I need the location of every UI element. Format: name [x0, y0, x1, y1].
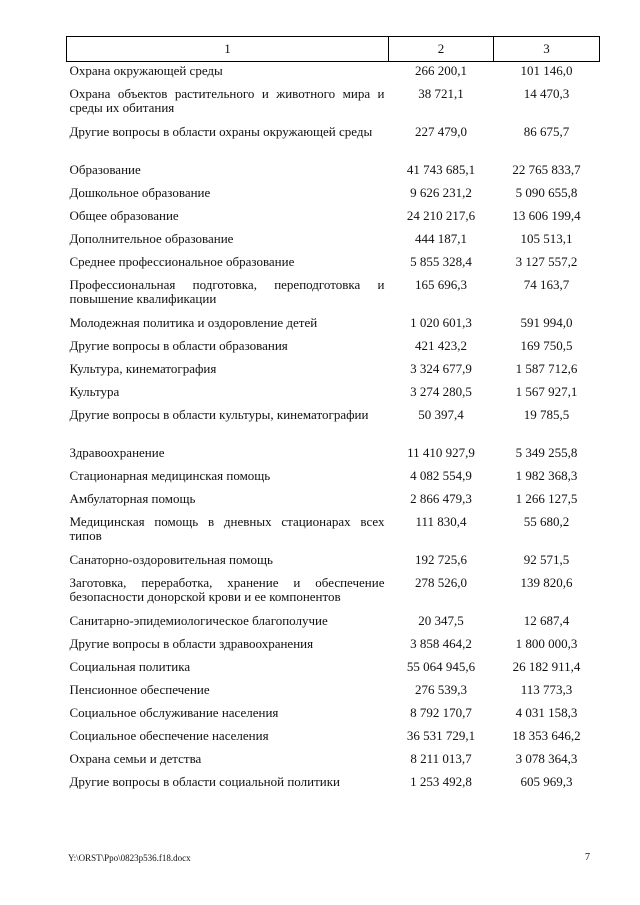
row-value-col3-cell: 3 127 557,2	[515, 254, 578, 269]
footer-file-path: Y:\ORST\Ppo\0823p536.f18.docx	[68, 853, 191, 863]
row-value-col2-cell: 8 211 013,7	[410, 751, 472, 766]
row-value-col2-cell: 38 721,1	[418, 86, 464, 101]
row-value-col3-cell: 1 266 127,5	[515, 491, 578, 506]
table-row	[67, 337, 600, 360]
row-value-col2-cell: 3 324 677,9	[410, 361, 472, 376]
row-value-col2-cell: 444 187,1	[415, 231, 467, 246]
table-row	[67, 635, 600, 658]
row-value-col2-cell: 50 397,4	[418, 407, 464, 422]
row-value-col3-cell: 26 182 911,4	[512, 659, 581, 674]
row-value-col3-cell: 1 587 712,6	[515, 361, 578, 376]
row-value-col3-cell: 101 146,0	[520, 63, 573, 78]
footer-page-number: 7	[585, 852, 590, 863]
table-row	[67, 406, 600, 444]
row-value-col3-cell: 92 571,5	[523, 552, 570, 567]
table-row	[67, 230, 600, 253]
row-name-cell: Культура, кинематография	[69, 361, 217, 376]
row-value-col2-cell: 421 423,2	[415, 338, 467, 353]
row-value-col3-cell: 1 800 000,3	[515, 636, 578, 651]
row-value-col2-cell: 227 479,0	[415, 124, 467, 139]
row-name-cell: Санитарно-эпидемиологическое благополучие	[69, 613, 328, 628]
table-row	[67, 253, 600, 276]
table-row	[67, 383, 600, 406]
row-value-col2-cell: 3 858 464,2	[410, 636, 472, 651]
row-name-cell: Дошкольное образование	[69, 185, 211, 200]
table-row	[67, 360, 600, 383]
row-value-col2-cell: 276 539,3	[415, 682, 467, 697]
row-value-col2-cell: 11 410 927,9	[407, 445, 475, 460]
row-value-col3-cell: 5 349 255,8	[515, 445, 578, 460]
row-value-col3-cell: 55 680,2	[523, 514, 570, 529]
table-row	[67, 551, 600, 574]
row-name-cell: Социальная политика	[69, 659, 191, 674]
row-name-cell: Молодежная политика и оздоровление детей	[69, 315, 318, 330]
row-value-col3-cell: 105 513,1	[520, 231, 573, 246]
row-name-cell: Общее образование	[69, 208, 179, 223]
row-value-col2-cell: 41 743 685,1	[406, 162, 476, 177]
row-name-cell: Пенсионное обеспечение	[69, 682, 210, 697]
row-value-col2-cell: 9 626 231,2	[410, 185, 472, 200]
table-row	[67, 184, 600, 207]
row-value-col2-cell: 4 082 554,9	[410, 468, 472, 483]
row-name-cell: Дополнительное образование	[69, 231, 234, 246]
row-value-col2-cell: 55 064 945,6	[406, 659, 476, 674]
table-header-row	[67, 37, 600, 62]
table-row	[67, 444, 600, 467]
table-row	[67, 314, 600, 337]
row-name-cell: Другие вопросы в области образования	[69, 338, 288, 353]
table-row	[67, 467, 600, 490]
table-row	[67, 123, 600, 161]
row-value-col2-cell: 3 274 280,5	[410, 384, 472, 399]
row-name-cell: Другие вопросы в области охраны окружающей среды	[69, 124, 373, 139]
row-name-cell: Охрана объектов растительного и животного мира и среды их обитания	[69, 86, 385, 115]
table-row	[67, 612, 600, 635]
row-value-col2-cell: 24 210 217,6	[406, 208, 476, 223]
header-col-2: 2	[389, 37, 494, 62]
row-value-col2-cell: 165 696,3	[415, 277, 467, 292]
row-value-col3-cell: 22 765 833,7	[512, 162, 581, 177]
row-value-col2-cell: 266 200,1	[415, 63, 467, 78]
row-name-cell: Культура	[69, 384, 120, 399]
header-col-3: 3	[494, 37, 600, 62]
row-value-col2-cell: 192 725,6	[415, 552, 467, 567]
row-name-cell: Санаторно-оздоровительная помощь	[69, 552, 273, 567]
row-name-cell: Медицинская помощь в дневных стационарах всех типов	[69, 514, 385, 543]
row-name-cell: Другие вопросы в области социальной политики	[69, 774, 340, 789]
row-value-col3-cell: 605 969,3	[520, 774, 573, 789]
row-value-col2-cell: 1 253 492,8	[410, 774, 472, 789]
row-value-col3-cell: 1 982 368,3	[515, 468, 578, 483]
row-value-col3-cell: 86 675,7	[523, 124, 570, 139]
row-name-cell: Среднее профессиональное образование	[69, 254, 295, 269]
row-value-col2-cell: 8 792 170,7	[410, 705, 472, 720]
table-row	[67, 85, 600, 123]
row-value-col2-cell: 2 866 479,3	[410, 491, 472, 506]
row-value-col2-cell: 278 526,0	[415, 575, 467, 590]
row-value-col3-cell: 113 773,3	[520, 682, 573, 697]
row-value-col3-cell: 5 090 655,8	[515, 185, 578, 200]
row-value-col3-cell: 4 031 158,3	[515, 705, 578, 720]
row-value-col2-cell: 5 855 328,4	[410, 254, 472, 269]
row-value-col2-cell: 20 347,5	[418, 613, 464, 628]
row-name-cell: Образование	[69, 162, 141, 177]
row-name-cell: Другие вопросы в области здравоохранения	[69, 636, 314, 651]
table-row	[67, 750, 600, 773]
row-name-cell: Другие вопросы в области культуры, кинематографии	[69, 407, 369, 422]
row-name-cell: Социальное обслуживание населения	[69, 705, 279, 720]
table-row	[67, 681, 600, 704]
row-value-col3-cell: 139 820,6	[520, 575, 573, 590]
row-name-cell: Профессиональная подготовка, переподготовка и повышение квалификации	[69, 277, 385, 306]
table-row	[67, 704, 600, 727]
table-row	[67, 490, 600, 513]
row-value-col3-cell: 3 078 364,3	[515, 751, 578, 766]
table-row	[67, 727, 600, 750]
row-value-col3-cell: 12 687,4	[523, 613, 570, 628]
budget-table	[66, 36, 600, 796]
row-value-col3-cell: 14 470,3	[523, 86, 570, 101]
row-value-col3-cell: 169 750,5	[520, 338, 573, 353]
row-name-cell: Охрана семьи и детства	[69, 751, 202, 766]
row-value-col3-cell: 1 567 927,1	[515, 384, 578, 399]
header-col-1: 1	[67, 37, 389, 62]
row-value-col3-cell: 19 785,5	[523, 407, 570, 422]
row-name-cell: Амбулаторная помощь	[69, 491, 196, 506]
table-row	[67, 207, 600, 230]
table-row	[67, 276, 600, 314]
row-name-cell: Социальное обеспечение населения	[69, 728, 269, 743]
table-row	[67, 513, 600, 551]
table-row	[67, 773, 600, 796]
table-row	[67, 574, 600, 612]
table-row	[67, 658, 600, 681]
row-value-col3-cell: 13 606 199,4	[512, 208, 581, 223]
row-value-col2-cell: 36 531 729,1	[406, 728, 476, 743]
row-value-col2-cell: 111 830,4	[415, 514, 467, 529]
table-body	[67, 62, 600, 797]
row-name-cell: Здравоохранение	[69, 445, 165, 460]
row-value-col3-cell: 18 353 646,2	[512, 728, 581, 743]
row-name-cell: Стационарная медицинская помощь	[69, 468, 271, 483]
row-value-col2-cell: 1 020 601,3	[410, 315, 472, 330]
row-value-col3-cell: 74 163,7	[523, 277, 570, 292]
row-name-cell: Заготовка, переработка, хранение и обеспечение безопасности донорской крови и ее компонентов	[69, 575, 385, 604]
table-row	[67, 62, 600, 86]
row-value-col3-cell: 591 994,0	[520, 315, 573, 330]
row-name-cell: Охрана окружающей среды	[69, 63, 223, 78]
table-row	[67, 161, 600, 184]
